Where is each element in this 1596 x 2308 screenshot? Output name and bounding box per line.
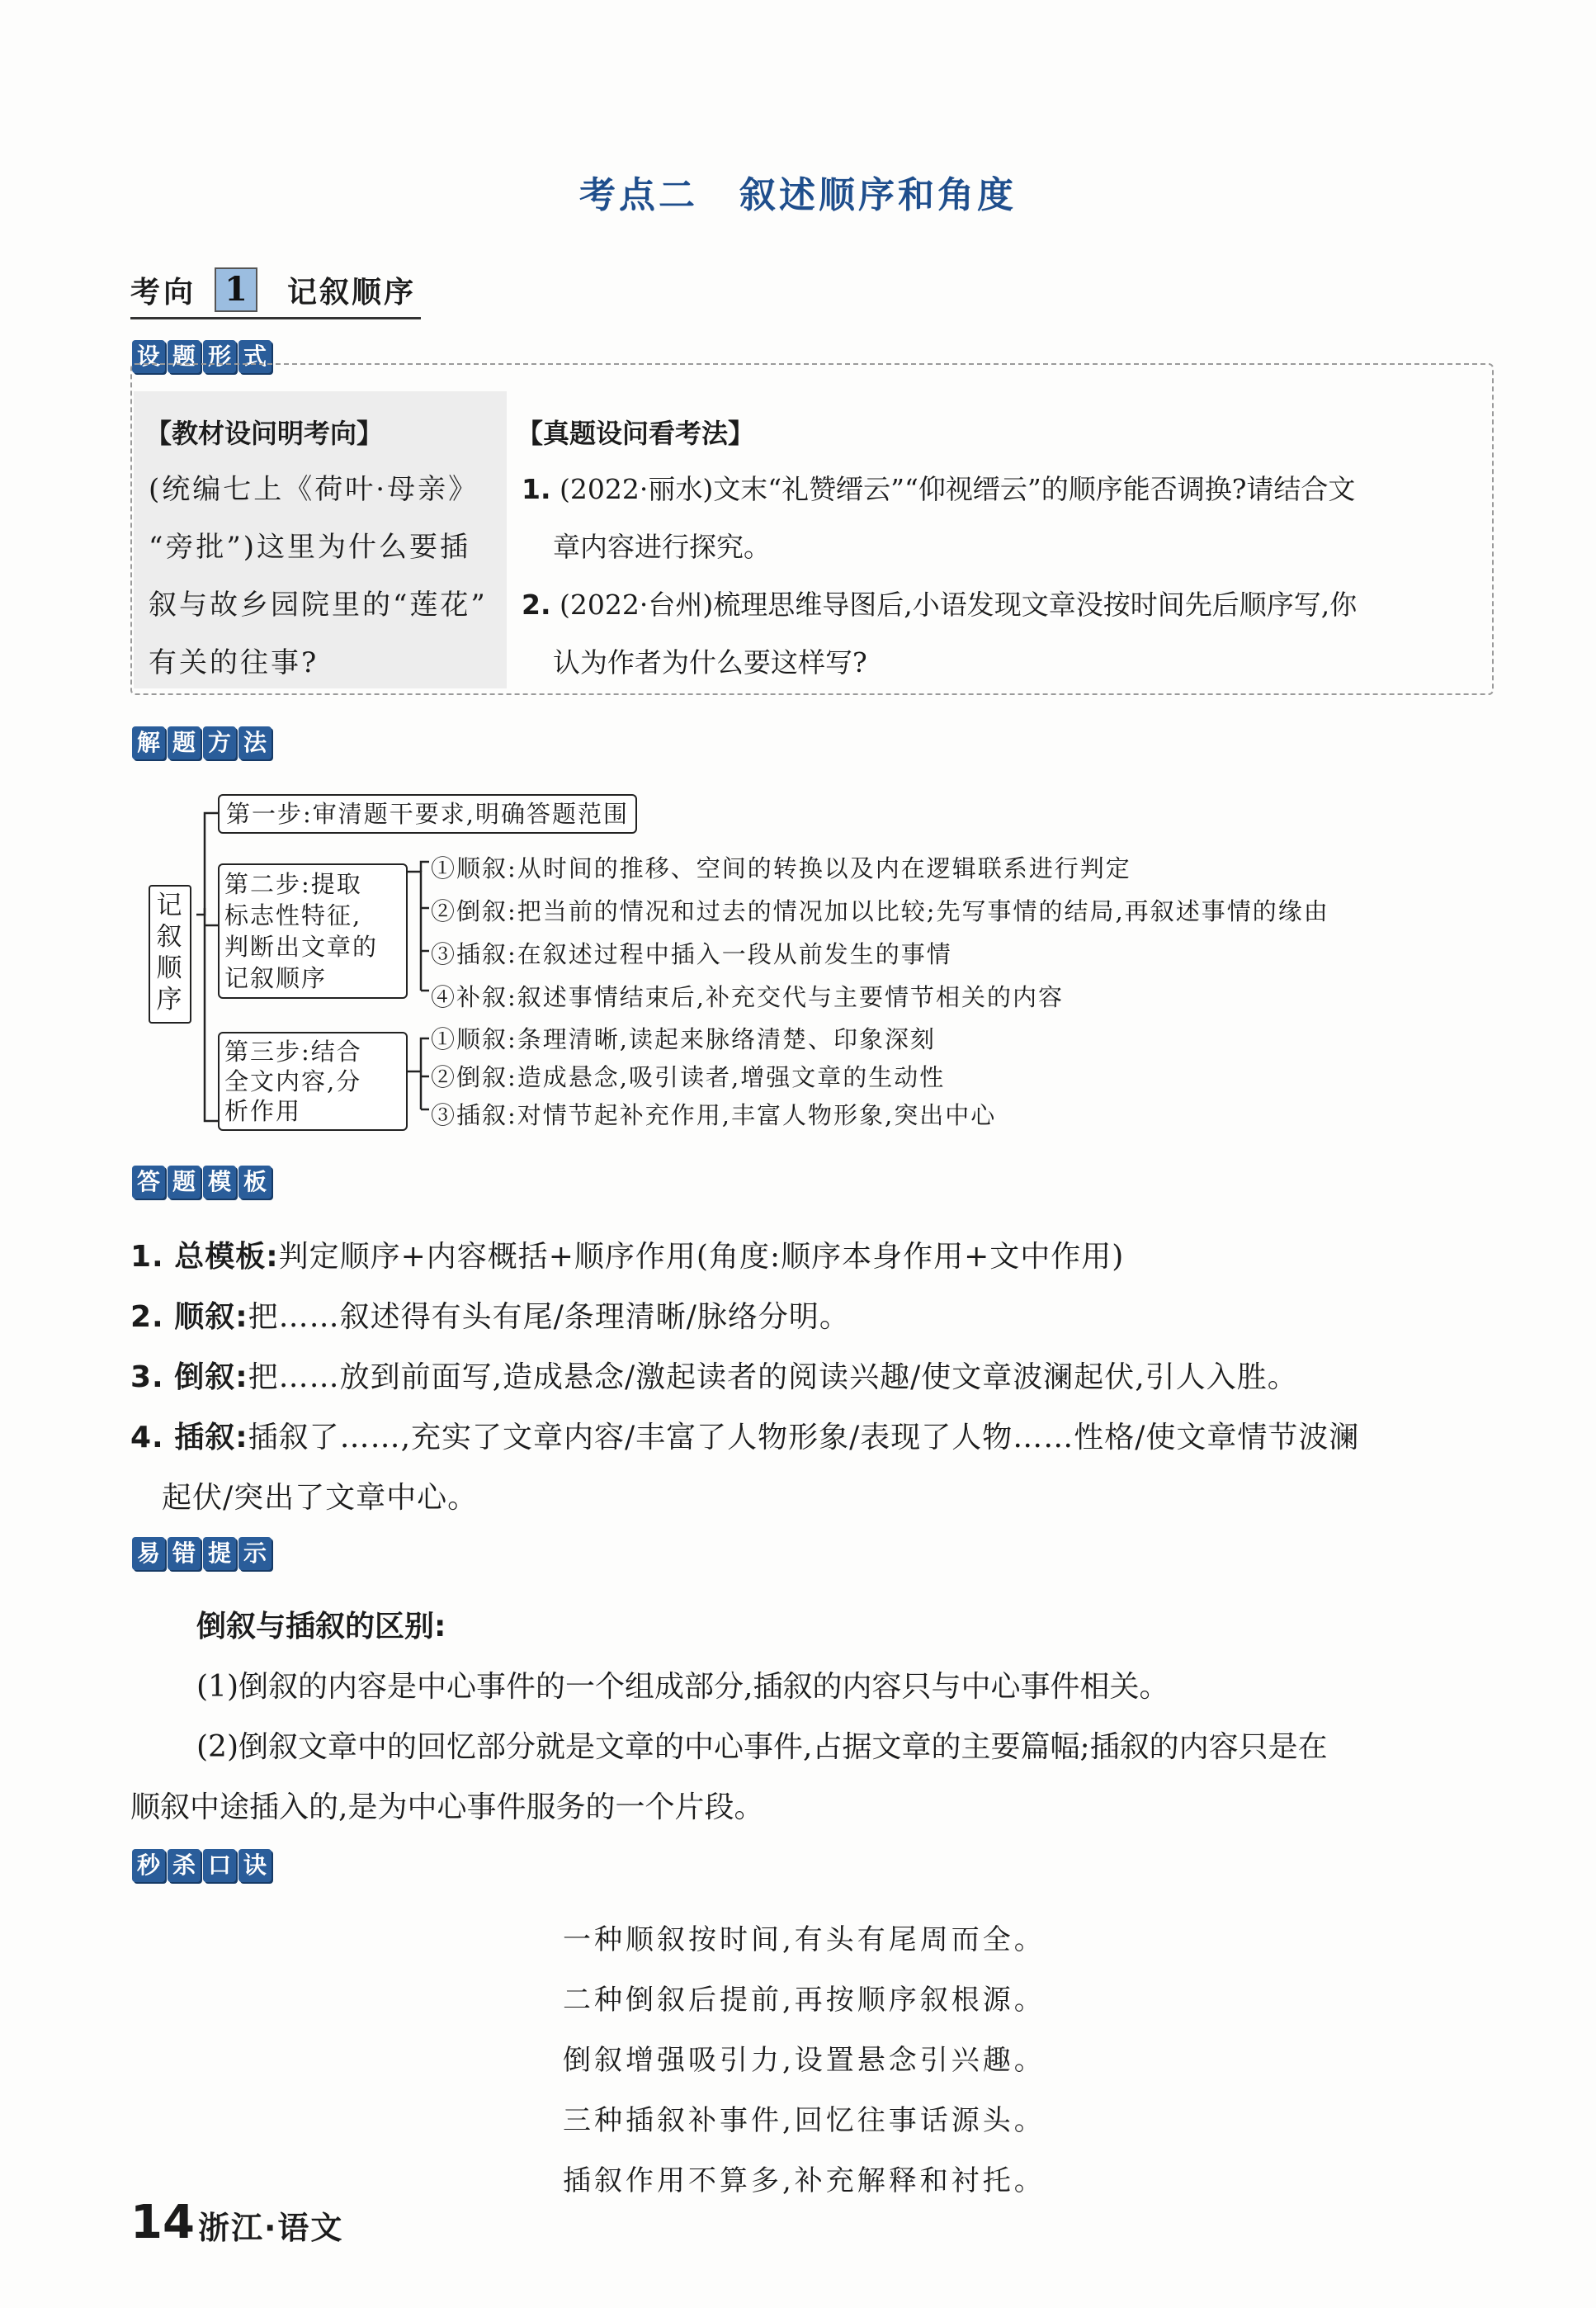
template-item: 3. 倒叙:把……放到前面写,造成悬念/激起读者的阅读兴趣/使文章波澜起伏,引人入胜。 <box>130 1360 1298 1394</box>
mindmap-step3-items: ①顺叙:条理清晰,读起来脉络清楚、印象深刻 ②倒叙:造成悬念,吸引读者,增强文章的生动性 ③插叙:对情节起补充作用,丰富人物形象,突出中心 <box>431 1025 997 1129</box>
section-heading-kaoxiang: 考向 1 记叙顺序 <box>130 262 421 319</box>
answer-template-list: 1. 总模板:判定顺序+内容概括+顺序作用(角度:顺序本身作用+文中作用) 2. 顺叙:把……叙述得有头有尾/条理清晰/脉络分明。 3. 倒叙:把……放到前面写,造成悬念/激起读者的阅读兴趣/使文章波澜起伏,引人入胜。 4. 插叙:插叙了……,充实了文章内容/丰富了人物形象/表现了人物……性格/使文章情节波澜 起伏/突出了文章中心。 <box>130 1227 1359 1528</box>
mindmap-step2: 第二步:提取 标志性特征, 判断出文章的 记叙顺序 <box>218 863 408 999</box>
rhyme-verse: 一种顺叙按时间,有头有尾周而全。 二种倒叙后提前,再按顺序叙根源。 倒叙增强吸引力,设置悬念引兴趣。 三种插叙补事件,回忆往事话源头。 插叙作用不算多,补充解释和衬托。 <box>563 1923 1046 2197</box>
mindmap-step3: 第三步:结合 全文内容,分 析作用 <box>218 1032 408 1131</box>
kaoxiang-number-badge: 1 <box>215 267 257 312</box>
tag-rhyme: 秒 杀 口 诀 <box>132 1849 272 1882</box>
template-item: 4. 插叙:插叙了……,充实了文章内容/丰富了人物形象/表现了人物……性格/使文章情节波澜 <box>130 1421 1360 1454</box>
tag-form: 设 题 形 式 <box>132 340 272 373</box>
tag-method: 解 题 方 法 <box>132 726 272 759</box>
page-title: 考点二 叙述顺序和角度 <box>579 174 1017 216</box>
mindmap-step1: 第一步:审清题干要求,明确答题范围 <box>218 794 637 834</box>
template-item: 2. 顺叙:把……叙述得有头有尾/条理清晰/脉络分明。 <box>130 1300 850 1334</box>
tag-template: 答 题 模 板 <box>132 1166 272 1199</box>
footer-subject: 浙江·语文 <box>198 2210 344 2246</box>
textbook-heading: 【教材设问明考向】 <box>145 418 384 449</box>
exam-heading: 【真题设问看考法】 <box>517 418 755 449</box>
exam-question-1: 1. (2022·丽水)文末“礼赞缙云”“仰视缙云”的顺序能否调换?请结合文 章内容进行探究。 <box>522 473 1356 563</box>
error-tip-block: 倒叙与插叙的区别: (1)倒叙的内容是中心事件的一个组成部分,插叙的内容只与中心事件相关。 (2)倒叙文章中的回忆部分就是文章的中心事件,占据文章的主要篇幅;插叙的内容只是在 顺叙中途插入的,是为中心事件服务的一个片段。 <box>130 1610 1328 1824</box>
exam-question-2: 2. (2022·台州)梳理思维导图后,小语发现文章没按时间先后顺序写,你 认为作者为什么要这样写? <box>522 589 1358 679</box>
page-number: 14 <box>130 2196 195 2249</box>
mindmap-root: 记 叙 顺 序 <box>149 885 191 1024</box>
mindmap-step2-items: ①顺叙:从时间的推移、空间的转换以及内在逻辑联系进行判定 ②倒叙:把当前的情况和过去的情况加以比较;先写事情的结局,再叙述事情的缘由 ③插叙:在叙述过程中插入一段从前发生的事情 ④补叙:叙述事情结束后,补充交代与主要情节相关的内容 <box>431 854 1329 1011</box>
template-item: 1. 总模板:判定顺序+内容概括+顺序作用(角度:顺序本身作用+文中作用) <box>130 1240 1125 1274</box>
textbook-question: (统编七上《荷叶·母亲》 “旁批”)这里为什么要插 叙与故乡园院里的“莲花” 有关的往事? <box>149 473 488 679</box>
tag-error: 易 错 提 示 <box>132 1537 272 1570</box>
